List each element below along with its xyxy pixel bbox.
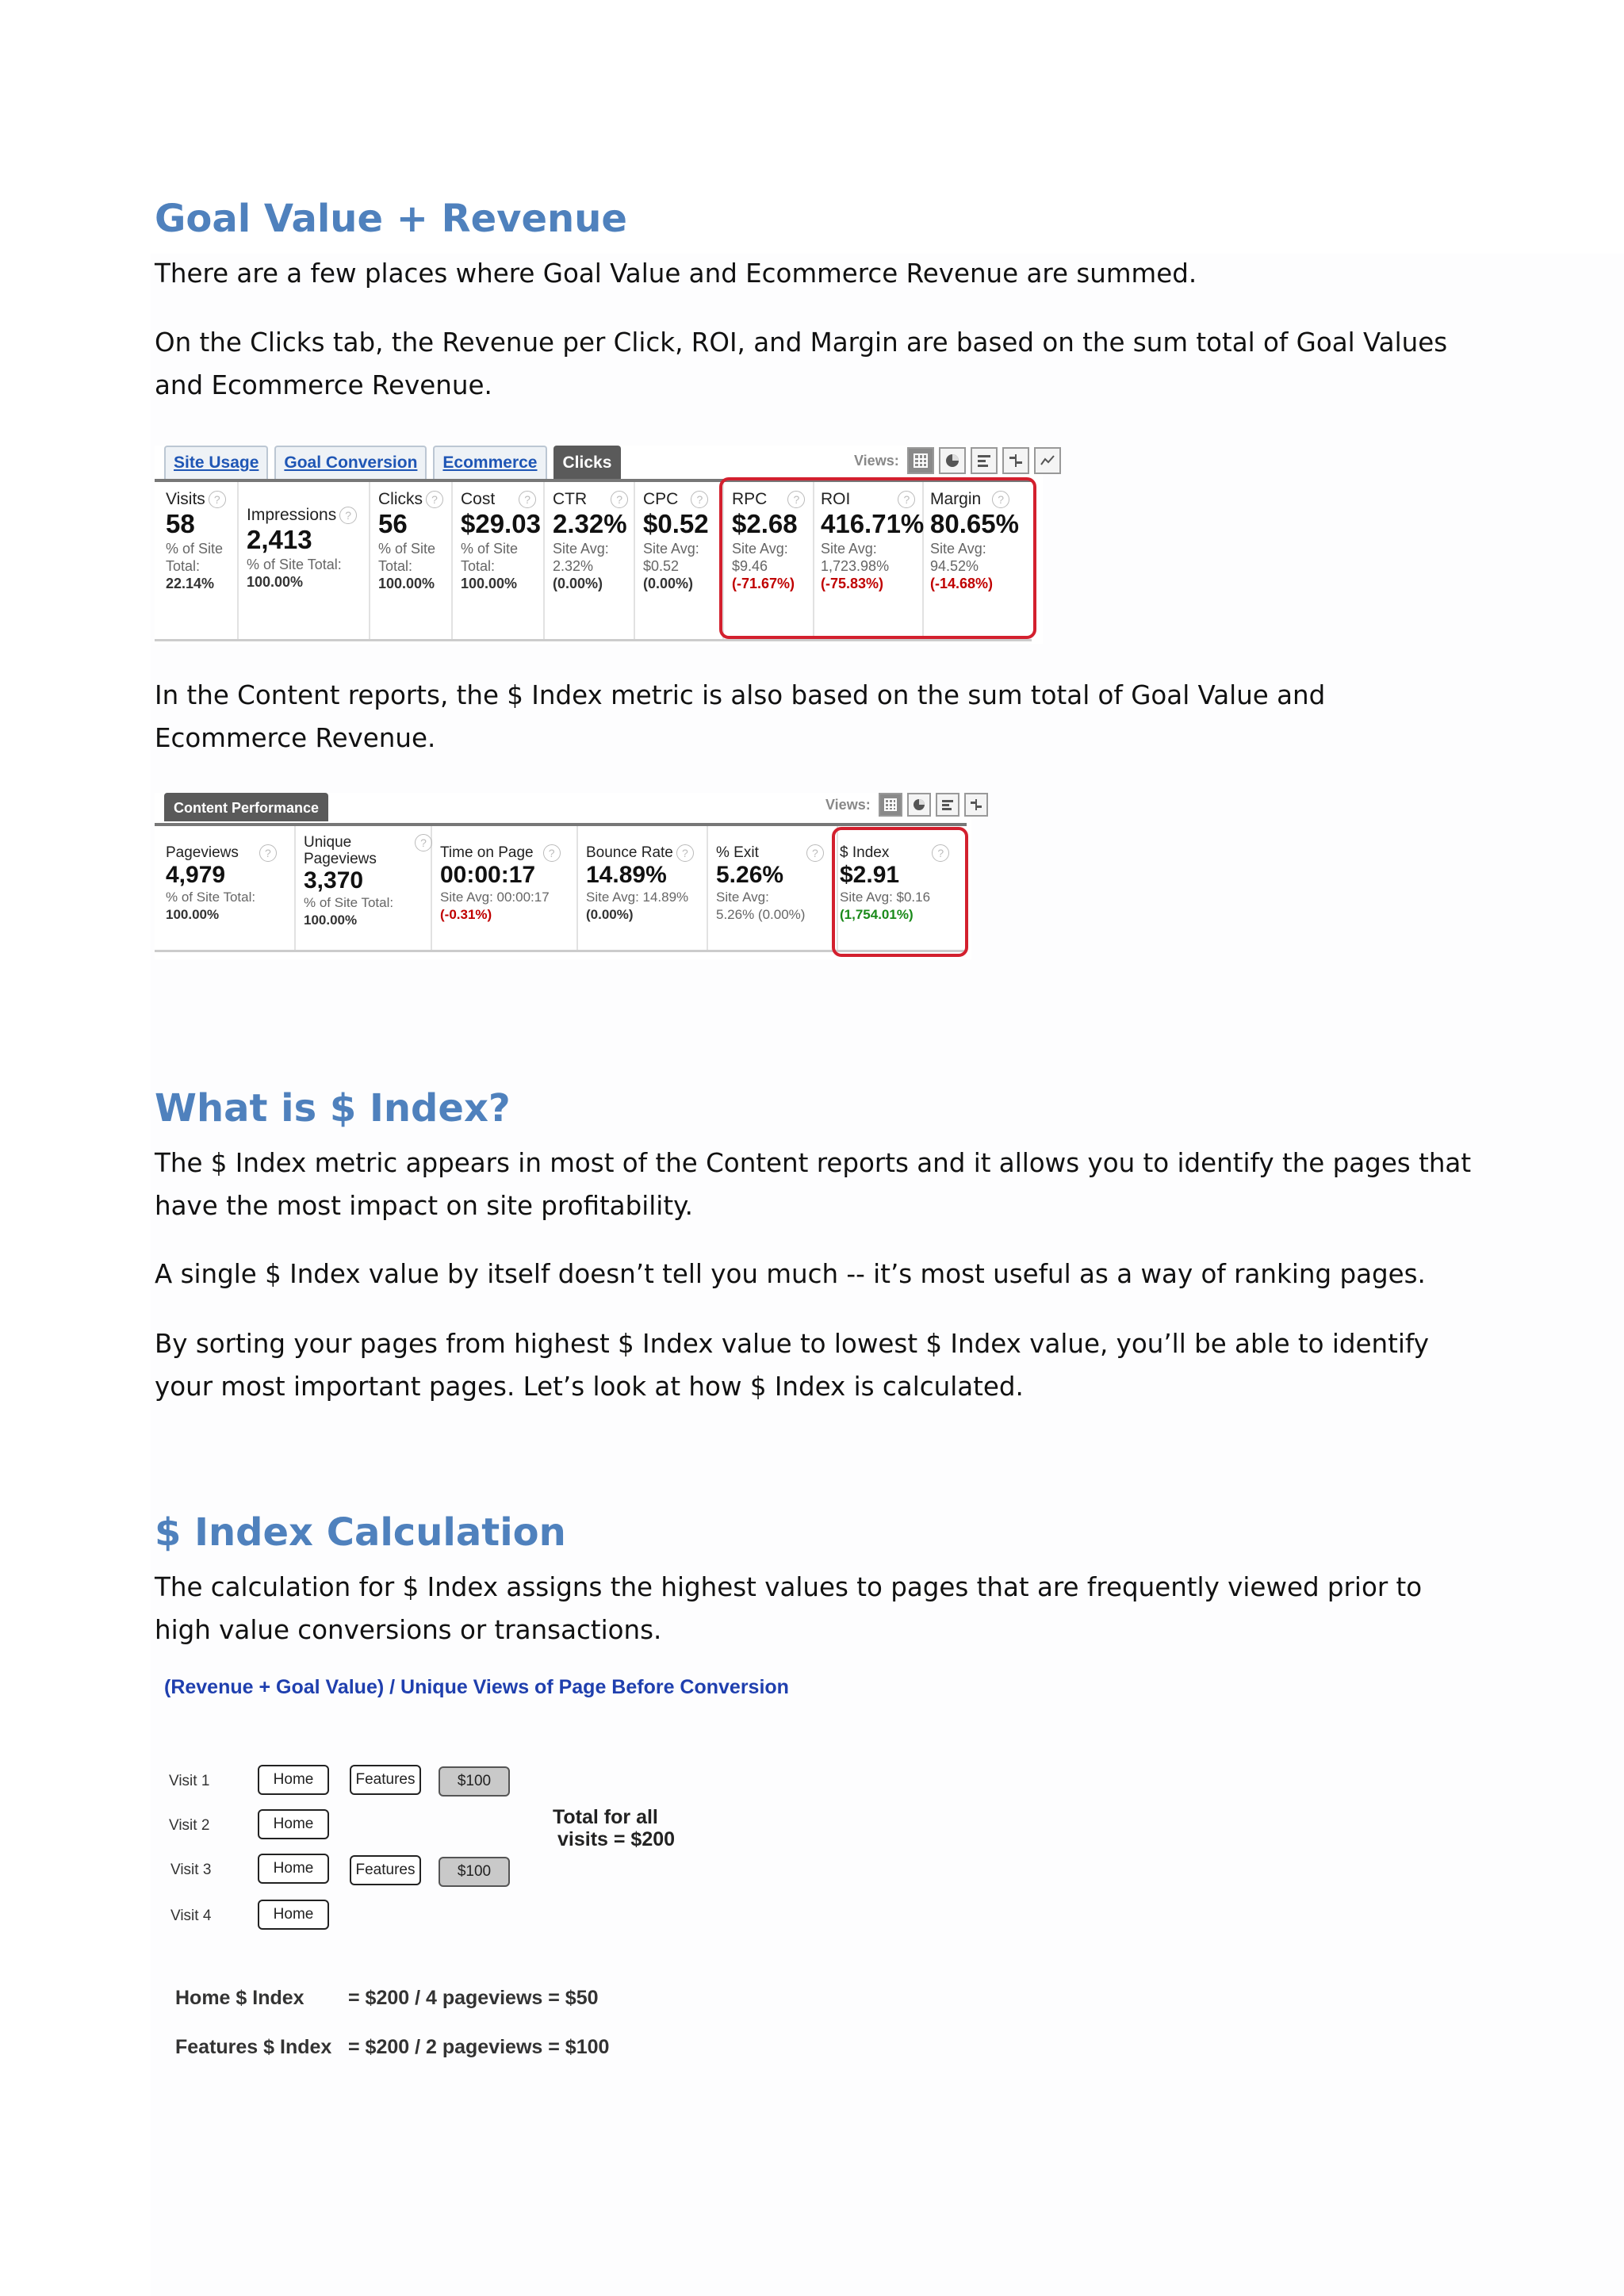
metric-name: Time on Page xyxy=(440,844,534,861)
metric-visits xyxy=(166,490,236,592)
paragraph: By sorting your pages from highest $ Index value to lowest $ Index value, you’ll be able to identify your most important pages. Let’s look at how $ Index is calculated. xyxy=(155,1329,1430,1402)
metric-name: Bounce Rate xyxy=(586,844,673,861)
metric-value: 5.26% xyxy=(716,862,784,888)
metric-pct: (-14.68%) xyxy=(930,576,994,592)
conversion-node: $100 xyxy=(439,1766,510,1797)
home-index-label: Home $ Index xyxy=(175,1987,304,2009)
total-label-line1: Total for all xyxy=(553,1806,658,1828)
metric-pct: 100.00% xyxy=(166,907,220,922)
metric-value: 56 xyxy=(378,509,408,539)
highlight-box xyxy=(719,477,1036,639)
metric-sub: Site Avg: $0.16 xyxy=(840,890,931,905)
metric-value: 2,413 xyxy=(247,525,312,555)
paragraph: In the Content reports, the $ Index metric is also based on the sum total of Goal Value and Ecommerce Revenue. xyxy=(155,680,1326,753)
table-view-icon[interactable] xyxy=(907,447,934,474)
metric-name: % Exit xyxy=(716,844,759,861)
metric-name: CPC xyxy=(643,490,679,508)
metric-name: CTR xyxy=(553,490,588,508)
help-icon[interactable]: ? xyxy=(806,844,824,862)
page-node-features: Features xyxy=(350,1855,421,1885)
formula: (Revenue + Goal Value) / Unique Views of Page Before Conversion xyxy=(164,1676,789,1698)
tab-ecommerce[interactable]: Ecommerce xyxy=(433,446,546,479)
pie-view-icon[interactable] xyxy=(907,793,931,817)
views-switcher xyxy=(825,793,988,817)
paragraph: The $ Index metric appears in most of the Content reports and it allows you to identify the pages that have the most impact on site profitability. xyxy=(155,1148,1472,1221)
metric-pct: (0.00%) xyxy=(643,576,694,592)
home-index-equation: = $200 / 4 pageviews = $50 xyxy=(348,1987,599,2009)
metric-avg: 94.52% xyxy=(930,558,979,575)
total-label-line2: visits = $200 xyxy=(557,1828,676,1850)
comparison-view-icon[interactable] xyxy=(964,793,988,817)
metric-avg: $0.52 xyxy=(643,558,680,575)
metric-name: RPC xyxy=(732,490,768,508)
metric-value: 2.32% xyxy=(553,509,627,539)
report-tabs xyxy=(164,793,328,826)
comparison-view-icon[interactable] xyxy=(1002,447,1029,474)
metric-sub: % of Site Total: xyxy=(166,541,224,575)
metric-exit xyxy=(716,844,837,924)
metric-sub: Site Avg: xyxy=(732,541,788,557)
index-calculation-diagram xyxy=(155,1665,948,2085)
metric-sub: % of Site Total: xyxy=(461,541,519,575)
tab-site-usage[interactable]: Site Usage xyxy=(164,446,268,479)
heading-goal-value-revenue: Goal Value + Revenue xyxy=(155,197,627,241)
metric-pct: (-0.31%) xyxy=(440,907,492,922)
paragraph: There are a few places where Goal Value and Ecommerce Revenue are summed. xyxy=(155,258,1197,289)
metric-cpc xyxy=(643,490,726,592)
metric-name: Margin xyxy=(930,490,982,508)
help-icon[interactable]: ? xyxy=(932,844,949,862)
metric-pct: 5.26% (0.00%) xyxy=(716,907,806,922)
metric-name: Impressions xyxy=(247,506,337,524)
bar-view-icon[interactable] xyxy=(971,447,998,474)
help-icon[interactable]: ? xyxy=(898,491,915,508)
metric-value: 58 xyxy=(166,509,195,539)
tab-content-performance[interactable]: Content Performance xyxy=(164,793,328,821)
metric-sub: Site Avg: 14.89% xyxy=(586,890,689,905)
metric-sub: % of Site Total: xyxy=(247,557,342,573)
paragraph: The calculation for $ Index assigns the highest values to pages that are frequently viewed prior to high value conversions or transactions. xyxy=(155,1572,1423,1645)
heading-index-calculation: $ Index Calculation xyxy=(155,1510,566,1555)
views-label: Views: xyxy=(825,796,871,813)
metric-pct: (0.00%) xyxy=(553,576,603,592)
report-tabs xyxy=(164,446,621,479)
metric-pct: (0.00%) xyxy=(586,907,634,922)
metric-avg: 2.32% xyxy=(553,558,594,575)
visit-label: Visit 3 xyxy=(170,1862,212,1878)
metric-name: Clicks xyxy=(378,490,423,508)
help-icon[interactable]: ? xyxy=(209,491,226,508)
metric-sub: Site Avg: xyxy=(821,541,877,557)
clicks-tab-screenshot xyxy=(155,446,1043,644)
metric-sub: % of Site Total: xyxy=(304,895,394,910)
bar-view-icon[interactable] xyxy=(936,793,959,817)
page-node-home: Home xyxy=(258,1900,329,1930)
pie-view-icon[interactable] xyxy=(939,447,966,474)
metric-sub: Site Avg: xyxy=(643,541,699,557)
pivot-view-icon[interactable] xyxy=(1034,447,1061,474)
page-node-home: Home xyxy=(258,1765,329,1795)
metric-sub: Site Avg: xyxy=(930,541,986,557)
metric-sub: % of Site Total: xyxy=(166,890,256,905)
tab-goal-conversion[interactable]: Goal Conversion xyxy=(274,446,427,479)
metric-pct: (-75.83%) xyxy=(821,576,884,592)
page-node-features: Features xyxy=(350,1765,421,1795)
tab-clicks[interactable]: Clicks xyxy=(553,446,622,479)
help-icon[interactable]: ? xyxy=(519,491,536,508)
visit-label: Visit 1 xyxy=(169,1773,210,1789)
metric-value: $0.52 xyxy=(643,509,709,539)
visit-label: Visit 4 xyxy=(170,1908,212,1924)
metric-pct: 100.00% xyxy=(378,576,435,592)
metric-sub: % of Site Total: xyxy=(378,541,436,575)
metric-name: ROI xyxy=(821,490,851,508)
help-icon[interactable]: ? xyxy=(992,491,1009,508)
metric-sub: Site Avg: xyxy=(716,890,769,905)
metric-pct: 100.00% xyxy=(304,913,358,928)
metric-pageviews xyxy=(166,844,293,924)
metric-pct: 100.00% xyxy=(247,574,304,591)
metric-name: Cost xyxy=(461,490,496,508)
conversion-node: $100 xyxy=(439,1857,510,1887)
help-icon[interactable]: ? xyxy=(676,844,694,862)
help-icon[interactable]: ? xyxy=(611,491,628,508)
help-icon[interactable]: ? xyxy=(691,491,708,508)
metric-value: 14.89% xyxy=(586,862,667,888)
metric-bounce-rate xyxy=(586,844,707,924)
views-switcher xyxy=(854,447,1061,474)
metric-name: $ Index xyxy=(840,844,890,861)
help-icon[interactable]: ? xyxy=(543,844,561,862)
metric-value: $2.68 xyxy=(732,509,798,539)
help-icon[interactable]: ? xyxy=(259,844,277,862)
views-label: Views: xyxy=(854,452,899,469)
help-icon[interactable]: ? xyxy=(787,491,805,508)
help-icon[interactable]: ? xyxy=(339,507,357,524)
metric-name: Pageviews xyxy=(166,844,239,861)
metric-sub: Site Avg: 00:00:17 xyxy=(440,890,550,905)
metric-name: Unique Pageviews xyxy=(304,834,377,867)
table-view-icon[interactable] xyxy=(879,793,902,817)
metric-pct: (1,754.01%) xyxy=(840,907,914,922)
help-icon[interactable]: ? xyxy=(426,491,443,508)
metric-avg: $9.46 xyxy=(732,558,768,575)
help-icon[interactable]: ? xyxy=(415,834,432,851)
highlight-box xyxy=(832,827,968,957)
metric-cost xyxy=(461,490,543,592)
paragraph: On the Clicks tab, the Revenue per Click, ROI, and Margin are based on the sum total of Goal Values and Ecommerce Revenue. xyxy=(155,327,1448,400)
metric-value: $29.03 xyxy=(461,509,541,539)
metric-clicks xyxy=(378,490,451,592)
metric-value: 416.71% xyxy=(821,509,925,539)
metric-name: Visits xyxy=(166,490,205,508)
metric-time-on-page xyxy=(440,844,576,924)
metric-pct: 100.00% xyxy=(461,576,518,592)
metric-value: $2.91 xyxy=(840,862,900,888)
page-node-home: Home xyxy=(258,1809,329,1839)
features-index-equation: = $200 / 2 pageviews = $100 xyxy=(348,2036,610,2058)
metric-value: 00:00:17 xyxy=(440,862,536,888)
metric-value: 4,979 xyxy=(166,862,226,888)
page-node-home: Home xyxy=(258,1854,329,1884)
metric-unique-pageviews xyxy=(304,834,427,929)
content-performance-screenshot xyxy=(155,793,971,959)
metric-ctr xyxy=(553,490,635,592)
metric-impressions xyxy=(247,506,366,591)
paragraph: A single $ Index value by itself doesn’t tell you much -- it’s most useful as a way of ranking pages. xyxy=(155,1259,1426,1289)
features-index-label: Features $ Index xyxy=(175,2036,332,2058)
heading-what-is-index: What is $ Index? xyxy=(155,1086,511,1131)
metric-value: 3,370 xyxy=(304,867,364,894)
metric-avg: 1,723.98% xyxy=(821,558,890,575)
metric-pct: 22.14% xyxy=(166,576,215,592)
metric-value: 80.65% xyxy=(930,509,1019,539)
metric-pct: (-71.67%) xyxy=(732,576,795,592)
visit-label: Visit 2 xyxy=(169,1817,210,1834)
metric-sub: Site Avg: xyxy=(553,541,609,557)
